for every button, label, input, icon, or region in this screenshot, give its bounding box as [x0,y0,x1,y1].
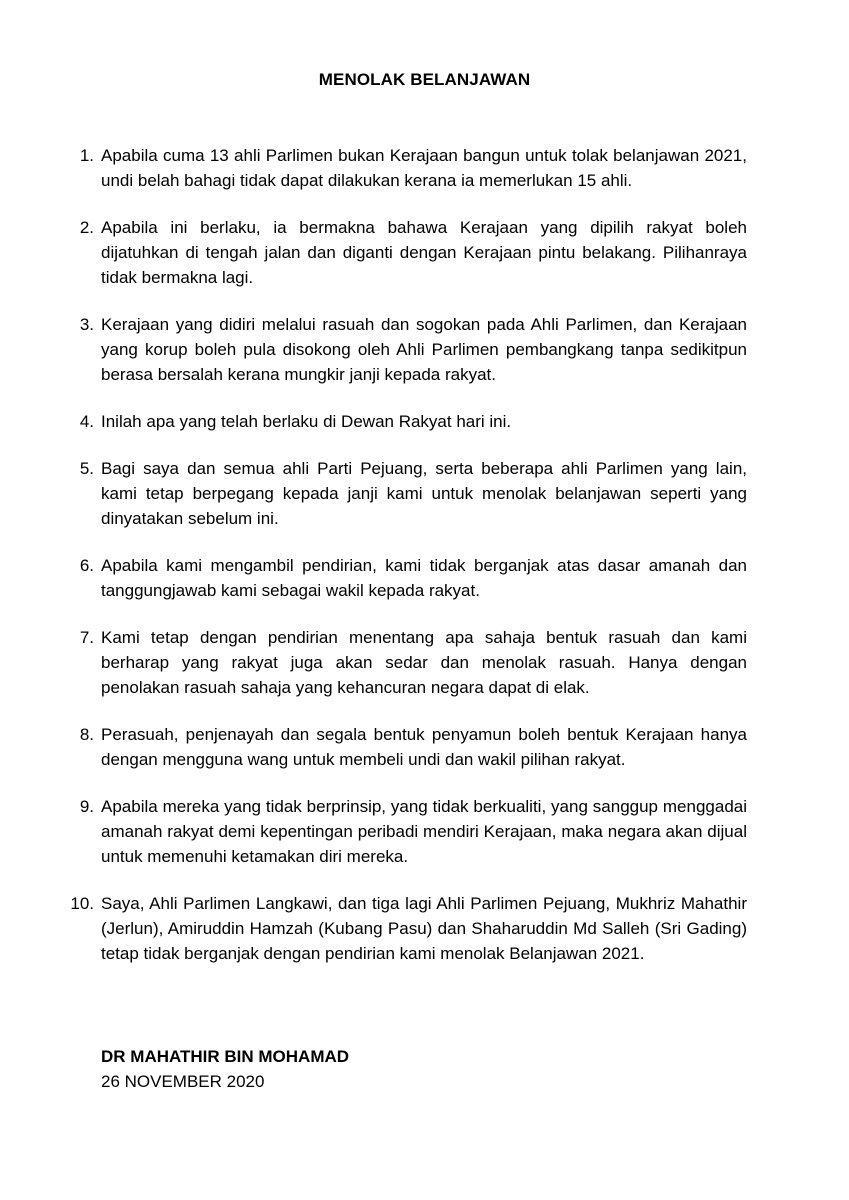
document-title: MENOLAK BELANJAWAN [318,70,531,89]
list-item [0,722,747,772]
list-item-text: Apabila cuma 13 ahli Parlimen bukan Kerajaan bangun untuk tolak belanjawan 2021, undi belah bahagi tidak dapat dilakukan kerana ia memerlukan 15 ahli. [101,146,747,190]
signature-date: 26 NOVEMBER 2020 [101,1072,265,1091]
list-item-number: 10. [70,894,94,913]
list-item-text: Apabila ini berlaku, ia bermakna bahawa Kerajaan yang dipilih rakyat boleh dijatuhkan di tengah jalan dan diganti dengan Kerajaan pintu belakang. Pilihanraya tidak bermakna lagi. [101,218,747,287]
list-item [0,794,747,869]
list-item [0,312,747,387]
numbered-list [0,143,849,988]
signatory-name: DR MAHATHIR BIN MOHAMAD [101,1047,350,1066]
list-item-number: 7. [79,628,94,647]
list-item-number: 2. [79,218,94,237]
list-item-text: Apabila kami mengambil pendirian, kami tidak berganjak atas dasar amanah dan tanggungjawab kami sebagai wakil kepada rakyat. [101,556,747,600]
list-item-text: Bagi saya dan semua ahli Parti Pejuang, serta beberapa ahli Parlimen yang lain, kami tetap berpegang kepada janji kami untuk menolak belanjawan seperti yang dinyatakan sebelum ini. [101,459,747,528]
list-item-text: Inilah apa yang telah berlaku di Dewan Rakyat hari ini. [101,412,512,431]
list-item-text: Perasuah, penjenayah dan segala bentuk penyamun boleh bentuk Kerajaan hanya dengan mengguna wang untuk membeli undi dan wakil pilihan rakyat. [101,725,747,769]
list-item-number: 9. [79,797,94,816]
list-item [0,456,747,531]
list-item-text: Kami tetap dengan pendirian menentang apa sahaja bentuk rasuah dan kami berharap yang rakyat juga akan sedar dan menolak rasuah. Hanya dengan penolakan rasuah sahaja yang kehancuran negara dapat di elak. [101,628,747,697]
list-item-number: 1. [79,146,94,165]
list-item-text: Saya, Ahli Parlimen Langkawi, dan tiga lagi Ahli Parlimen Pejuang, Mukhriz Mahathir (Jerlun), Amiruddin Hamzah (Kubang Pasu) dan Shaharuddin Md Salleh (Sri Gading) tetap tidak berganjak dengan pendirian kami menolak Belanjawan 2021. [101,894,747,963]
list-item-text: Apabila mereka yang tidak berprinsip, yang tidak berkualiti, yang sanggup menggadai amanah rakyat demi kepentingan peribadi mendiri Kerajaan, maka negara akan dijual untuk memenuhi ketamakan diri mereka. [101,797,747,866]
list-item [0,625,747,700]
list-item [0,409,747,434]
list-item [0,553,747,603]
list-item [0,891,747,966]
list-item-number: 4. [79,412,94,431]
list-item-number: 5. [79,459,94,478]
signature-block [101,1044,349,1094]
list-item-text: Kerajaan yang didiri melalui rasuah dan sogokan pada Ahli Parlimen, dan Kerajaan yang korup boleh pula disokong oleh Ahli Parlimen pembangkang tanpa sedikitpun berasa bersalah kerana mungkir janji kepada rakyat. [101,315,747,384]
list-item-number: 6. [79,556,94,575]
list-item-number: 3. [79,315,94,334]
list-item [0,143,747,193]
list-item-number: 8. [79,725,94,744]
list-item [0,215,747,290]
